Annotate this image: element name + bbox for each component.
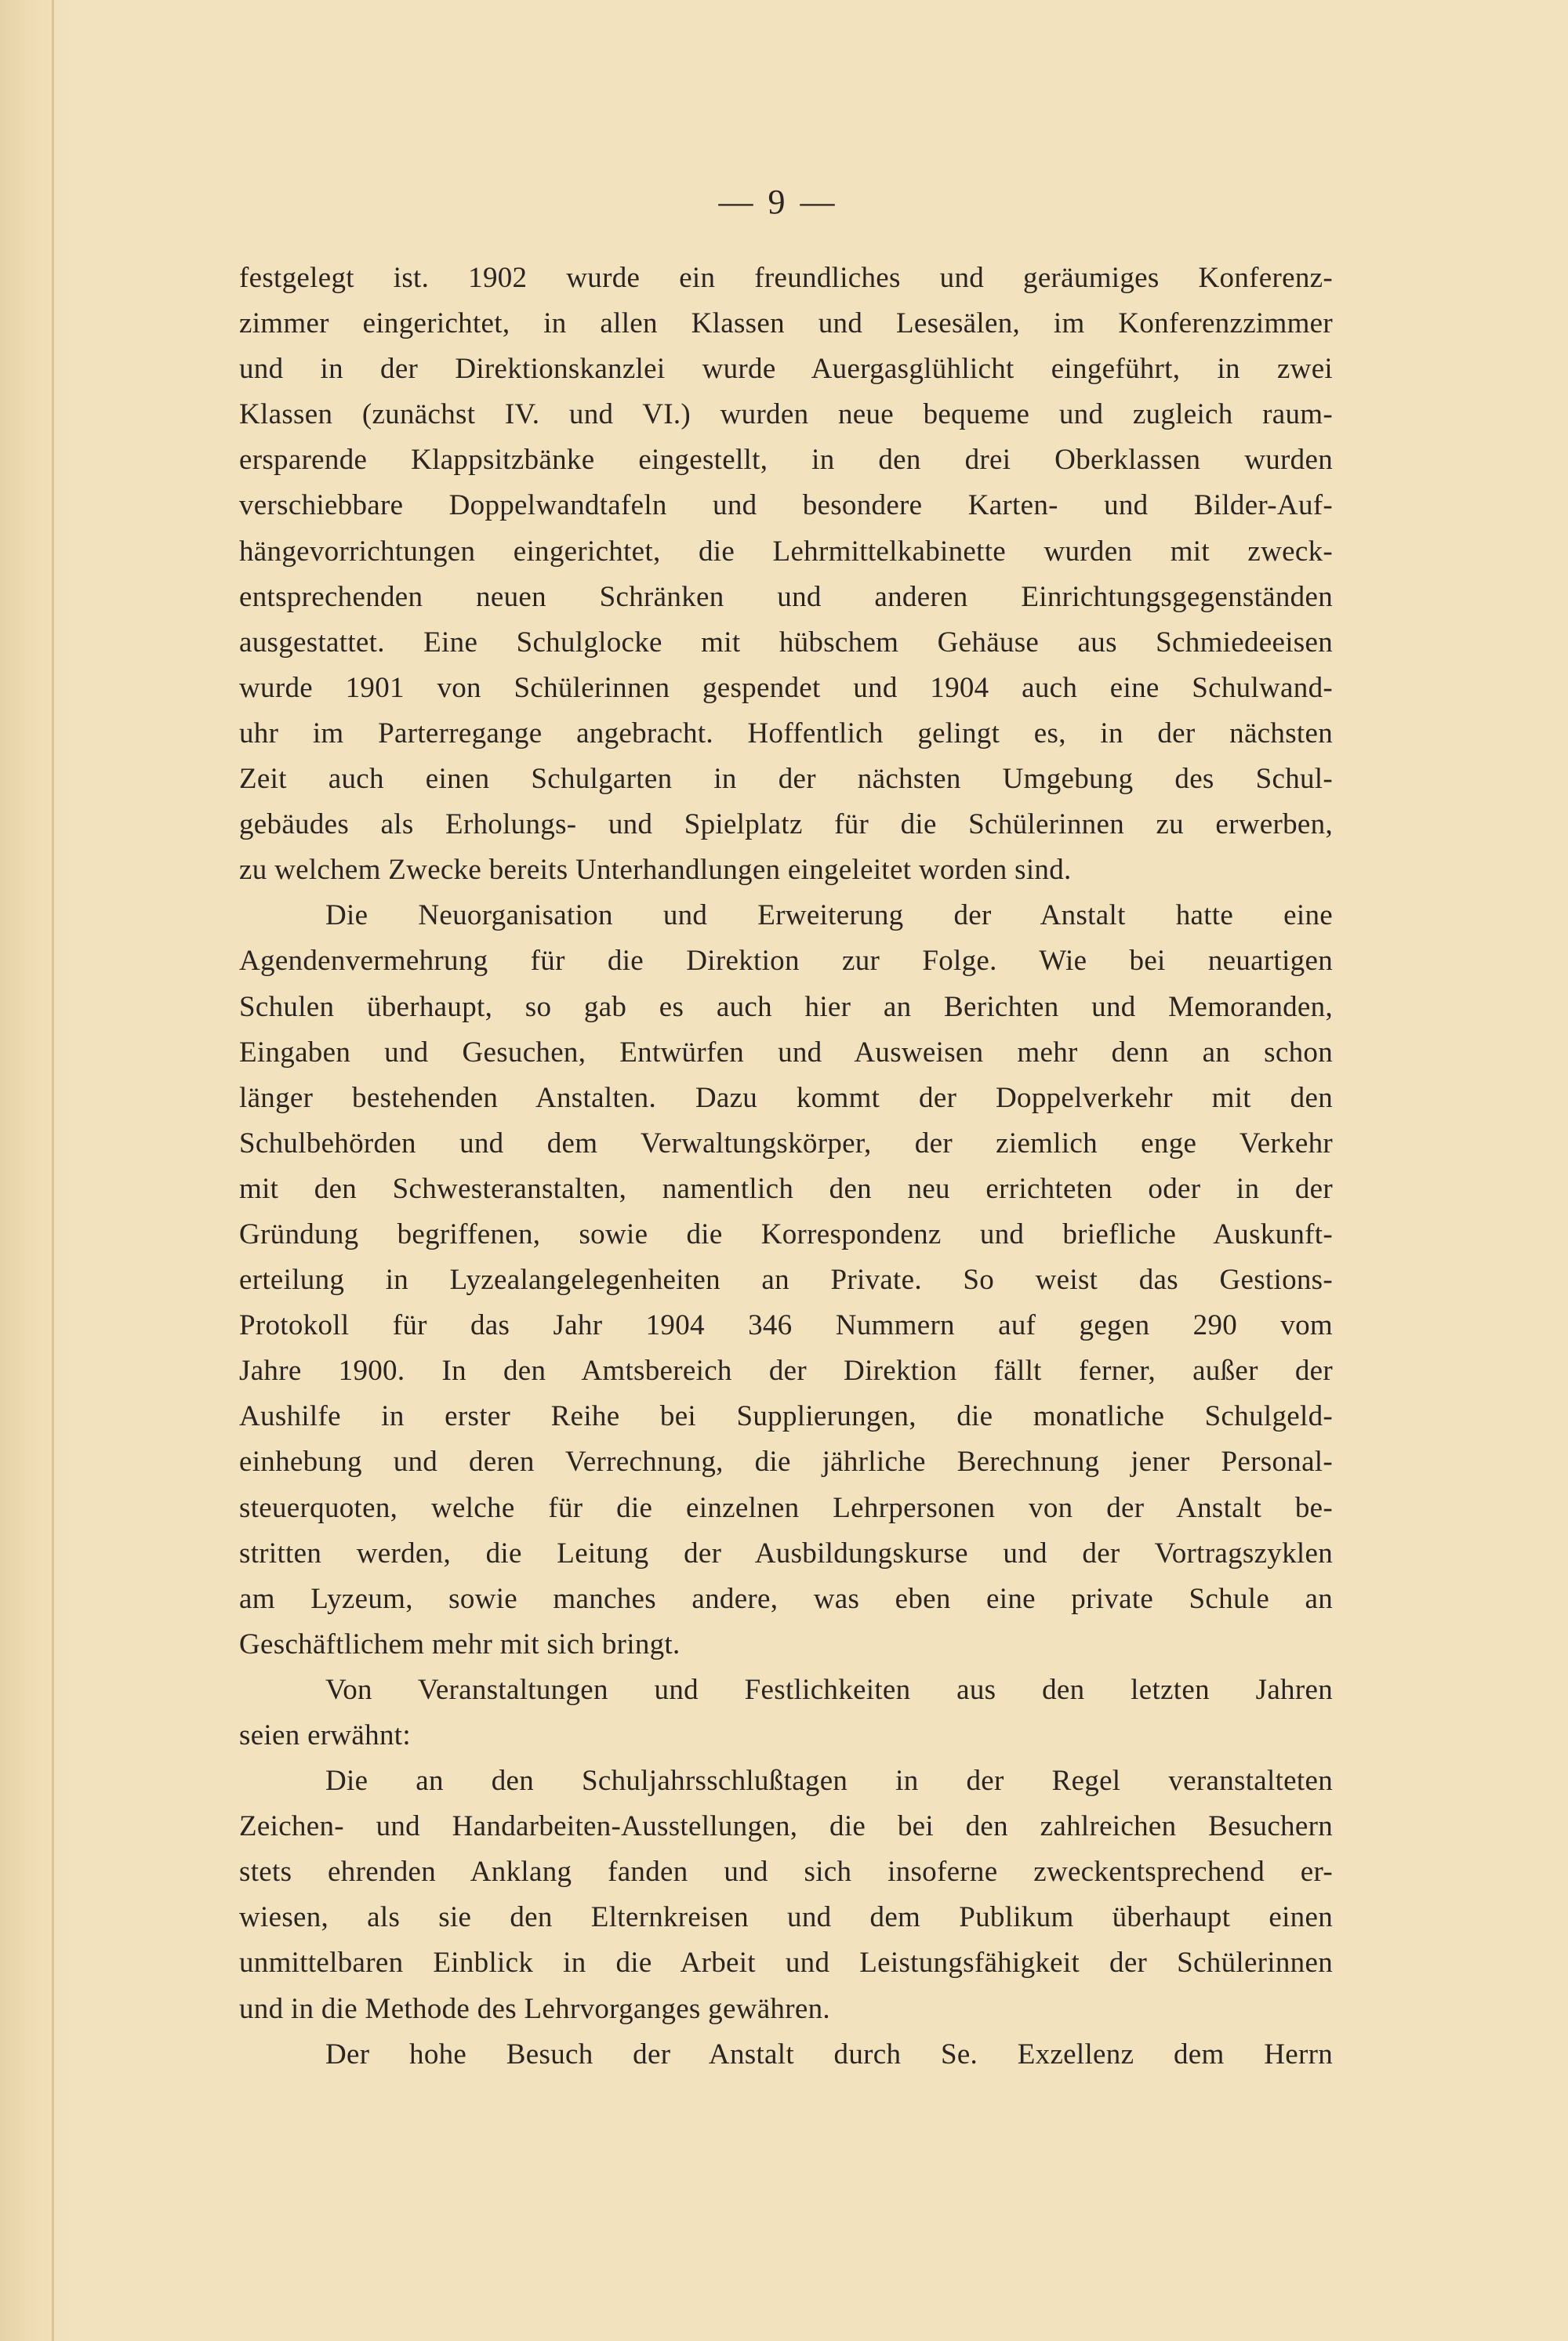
text-line: ersparende Klappsitzbänke eingestellt, in den drei Oberklassen wurden (239, 444, 1333, 477)
paragraph-start: Der hohe Besuch der Anstalt durch Se. Exzellenz dem Herrn (325, 2038, 1333, 2071)
text-line: Gründung begriffenen, sowie die Korrespondenz und briefliche Auskunft- (239, 1218, 1333, 1250)
text-line: und in der Direktionskanzlei wurde Auergasglühlicht eingeführt, in zwei (239, 353, 1333, 386)
text-line: festgelegt ist. 1902 wurde ein freundliches und geräumiges Konferenz- (239, 262, 1333, 294)
text-line: erteilung in Lyzealangelegenheiten an Private. So weist das Gestions- (239, 1264, 1333, 1297)
text-line: steuerquoten, welche für die einzelnen Lehrpersonen von der Anstalt be- (239, 1491, 1333, 1524)
text-line: Zeit auch einen Schulgarten in der nächsten Umgebung des Schul- (239, 763, 1333, 796)
text-line: uhr im Parterregange angebracht. Hoffentlich gelingt es, in der nächsten (239, 717, 1333, 749)
text-line: einhebung und deren Verrechnung, die jährliche Berechnung jener Personal- (239, 1446, 1333, 1479)
text-line: Zeichen- und Handarbeiten-Ausstellungen, die bei den zahlreichen Besuchern (239, 1810, 1333, 1843)
text-line: zu welchem Zwecke bereits Unterhandlungen eingeleitet worden sind. (239, 854, 1072, 887)
text-line: wurde 1901 von Schülerinnen gespendet und 1904 auch eine Schulwand- (239, 671, 1333, 704)
text-line: Jahre 1900. In den Amtsbereich der Direktion fällt ferner, außer der (239, 1355, 1333, 1388)
text-line: stritten werden, die Leitung der Ausbildungskurse und der Vortragszyklen (239, 1537, 1333, 1570)
text-line: Protokoll für das Jahr 1904 346 Nummern auf gegen 290 vom (239, 1309, 1333, 1342)
binding-edge (52, 0, 54, 2341)
text-line: verschiebbare Doppelwandtafeln und besondere Karten- und Bilder-Auf- (239, 489, 1333, 522)
text-line: mit den Schwesteranstalten, namentlich den neu errichteten oder in der (239, 1172, 1333, 1205)
text-line: am Lyzeum, sowie manches andere, was eben eine private Schule an (239, 1582, 1333, 1615)
text-line: und in die Methode des Lehrvorganges gewähren. (239, 1992, 830, 2025)
text-line: zimmer eingerichtet, in allen Klassen und Lesesälen, im Konferenzzimmer (239, 307, 1333, 340)
body-text (239, 256, 1333, 2078)
text-line: entsprechenden neuen Schränken und anderen Einrichtungsgegenständen (239, 580, 1333, 613)
text-line: Schulen überhaupt, so gab es auch hier an Berichten und Memoranden, (239, 990, 1333, 1023)
text-line: stets ehrenden Anklang fanden und sich insoferne zweckentsprechend er- (239, 1856, 1333, 1889)
text-line: unmittelbaren Einblick in die Arbeit und Leistungsfähigkeit der Schülerinnen (239, 1947, 1333, 1980)
text-line: seien erwähnt: (239, 1719, 411, 1751)
text-line: Geschäftlichem mehr mit sich bringt. (239, 1628, 681, 1660)
text-line: wiesen, als sie den Elternkreisen und dem Publikum überhaupt einen (239, 1901, 1333, 1934)
page-gutter (0, 0, 71, 2341)
page-number: — 9 — (718, 183, 838, 221)
text-line: gebäudes als Erholungs- und Spielplatz für die Schülerinnen zu erwerben, (239, 808, 1333, 841)
text-line: Agendenvermehrung für die Direktion zur Folge. Wie bei neuartigen (239, 945, 1333, 978)
paragraph-start: Von Veranstaltungen und Festlichkeiten aus den letzten Jahren (325, 1673, 1333, 1706)
text-line: Aushilfe in erster Reihe bei Supplierungen, die monatliche Schulgeld- (239, 1400, 1333, 1433)
text-line: ausgestattet. Eine Schulglocke mit hübschem Gehäuse aus Schmiedeeisen (239, 626, 1333, 659)
text-line: hängevorrichtungen eingerichtet, die Lehrmittelkabinette wurden mit zweck- (239, 535, 1333, 568)
text-line: Schulbehörden und dem Verwaltungskörper, der ziemlich enge Verkehr (239, 1127, 1333, 1160)
text-line: Klassen (zunächst IV. und VI.) wurden neue bequeme und zugleich raum- (239, 398, 1333, 431)
text-line: länger bestehenden Anstalten. Dazu kommt der Doppelverkehr mit den (239, 1081, 1333, 1114)
text-line: Eingaben und Gesuchen, Entwürfen und Ausweisen mehr denn an schon (239, 1036, 1333, 1069)
paragraph-start: Die an den Schuljahrsschlußtagen in der Regel veranstalteten (325, 1765, 1333, 1798)
paragraph-start: Die Neuorganisation und Erweiterung der Anstalt hatte eine (325, 899, 1333, 932)
